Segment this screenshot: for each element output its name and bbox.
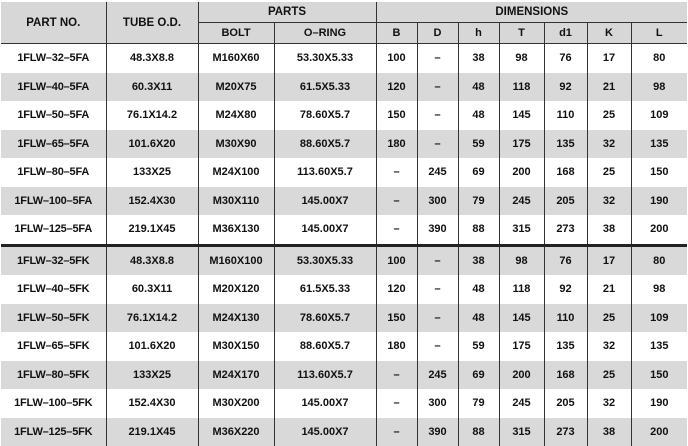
cell-part-no: 1FLW–125–5FA [1,215,106,245]
cell-dim-k: 21 [587,73,631,102]
header-row-groups [1,2,687,23]
cell-tube-od: 76.1X14.2 [106,101,198,130]
header-tube-od: TUBE O.D. [106,2,198,44]
cell-part-no: 1FLW–80–5FA [1,158,106,187]
cell-dim-b: 180 [376,130,417,159]
cell-dim-d1: 273 [544,215,587,245]
cell-dim-h: 59 [458,332,499,361]
header-parts: PARTS [198,2,376,23]
cell-tube-od: 60.3X11 [106,73,198,102]
cell-dim-t: 98 [499,44,544,73]
cell-tube-od: 48.3X8.8 [106,44,198,73]
cell-dim-d1: 135 [544,332,587,361]
cell-dim-d1: 110 [544,101,587,130]
table-body [1,44,687,446]
cell-dim-b: – [376,418,417,446]
cell-o-ring: 88.60X5.7 [274,130,376,159]
cell-dim-k: 38 [587,215,631,245]
cell-part-no: 1FLW–100–5FA [1,187,106,216]
cell-dim-d: – [417,44,458,73]
cell-bolt: M24X100 [198,158,274,187]
header-dim-l: L [631,23,687,44]
cell-dim-b: – [376,389,417,418]
cell-part-no: 1FLW–40–5FA [1,73,106,102]
cell-part-no: 1FLW–65–5FK [1,332,106,361]
cell-bolt: M24X130 [198,304,274,333]
cell-o-ring: 145.00X7 [274,187,376,216]
table-row [1,187,687,216]
table-row [1,389,687,418]
cell-dim-b: 120 [376,73,417,102]
cell-dim-k: 21 [587,275,631,304]
cell-dim-d: – [417,275,458,304]
cell-dim-d: 245 [417,158,458,187]
cell-dim-l: 98 [631,275,687,304]
header-dim-d1: d1 [544,23,587,44]
cell-dim-h: 88 [458,215,499,245]
cell-part-no: 1FLW–50–5FK [1,304,106,333]
table-row [1,130,687,159]
cell-dim-d: 300 [417,187,458,216]
cell-dim-l: 80 [631,44,687,73]
cell-dim-d1: 110 [544,304,587,333]
cell-dim-d: – [417,332,458,361]
cell-dim-l: 109 [631,101,687,130]
header-dimensions: DIMENSIONS [376,2,687,23]
cell-o-ring: 113.60X5.7 [274,158,376,187]
header-dim-d: D [417,23,458,44]
cell-tube-od: 152.4X30 [106,187,198,216]
cell-bolt: M160X60 [198,44,274,73]
header-dim-b: B [376,23,417,44]
cell-o-ring: 78.60X5.7 [274,101,376,130]
cell-o-ring: 53.30X5.33 [274,44,376,73]
cell-part-no: 1FLW–80–5FK [1,361,106,390]
cell-dim-t: 175 [499,130,544,159]
table-row [1,101,687,130]
cell-dim-d: 390 [417,418,458,446]
cell-dim-d1: 168 [544,158,587,187]
cell-dim-t: 175 [499,332,544,361]
cell-dim-b: 100 [376,245,417,275]
cell-tube-od: 76.1X14.2 [106,304,198,333]
cell-tube-od: 219.1X45 [106,418,198,446]
cell-dim-d1: 135 [544,130,587,159]
cell-dim-d: 245 [417,361,458,390]
cell-part-no: 1FLW–32–5FA [1,44,106,73]
cell-dim-b: 120 [376,275,417,304]
cell-dim-t: 145 [499,304,544,333]
cell-o-ring: 53.30X5.33 [274,245,376,275]
cell-dim-d1: 273 [544,418,587,446]
cell-tube-od: 48.3X8.8 [106,245,198,275]
table-row [1,245,687,275]
cell-part-no: 1FLW–40–5FK [1,275,106,304]
cell-part-no: 1FLW–32–5FK [1,245,106,275]
cell-o-ring: 145.00X7 [274,215,376,245]
cell-dim-b: – [376,361,417,390]
cell-bolt: M30X200 [198,389,274,418]
cell-dim-l: 150 [631,361,687,390]
cell-dim-b: – [376,215,417,245]
cell-dim-k: 32 [587,389,631,418]
cell-dim-d: 300 [417,389,458,418]
cell-dim-l: 190 [631,187,687,216]
cell-dim-d1: 92 [544,275,587,304]
table-row [1,361,687,390]
cell-part-no: 1FLW–100–5FK [1,389,106,418]
cell-dim-t: 245 [499,389,544,418]
cell-dim-d1: 205 [544,187,587,216]
cell-bolt: M24X80 [198,101,274,130]
cell-dim-l: 80 [631,245,687,275]
cell-dim-t: 245 [499,187,544,216]
cell-tube-od: 133X25 [106,361,198,390]
cell-dim-l: 150 [631,158,687,187]
header-dim-k: K [587,23,631,44]
header-dim-t: T [499,23,544,44]
cell-dim-k: 17 [587,44,631,73]
cell-dim-h: 69 [458,361,499,390]
cell-dim-l: 135 [631,130,687,159]
cell-bolt: M160X100 [198,245,274,275]
cell-dim-b: – [376,187,417,216]
cell-dim-l: 98 [631,73,687,102]
cell-part-no: 1FLW–50–5FA [1,101,106,130]
cell-o-ring: 113.60X5.7 [274,361,376,390]
cell-dim-b: 180 [376,332,417,361]
cell-bolt: M30X90 [198,130,274,159]
cell-dim-h: 88 [458,418,499,446]
cell-dim-t: 118 [499,275,544,304]
cell-dim-h: 79 [458,187,499,216]
cell-dim-h: 79 [458,389,499,418]
cell-dim-l: 200 [631,215,687,245]
cell-bolt: M24X170 [198,361,274,390]
cell-dim-b: 150 [376,101,417,130]
cell-bolt: M20X75 [198,73,274,102]
table-row [1,73,687,102]
table-row [1,304,687,333]
cell-dim-b: 100 [376,44,417,73]
cell-dim-t: 98 [499,245,544,275]
cell-dim-k: 32 [587,332,631,361]
cell-dim-h: 48 [458,101,499,130]
cell-bolt: M36X220 [198,418,274,446]
table-row [1,158,687,187]
header-o-ring: O–RING [274,23,376,44]
cell-tube-od: 219.1X45 [106,215,198,245]
cell-dim-l: 109 [631,304,687,333]
cell-dim-k: 32 [587,130,631,159]
cell-dim-d1: 92 [544,73,587,102]
cell-tube-od: 133X25 [106,158,198,187]
cell-o-ring: 61.5X5.33 [274,275,376,304]
cell-dim-l: 135 [631,332,687,361]
cell-dim-d1: 76 [544,44,587,73]
cell-dim-d1: 168 [544,361,587,390]
spec-table [1,2,687,446]
header-part-no: PART NO. [1,2,106,44]
cell-dim-k: 17 [587,245,631,275]
cell-dim-t: 145 [499,101,544,130]
cell-bolt: M20X120 [198,275,274,304]
cell-dim-k: 32 [587,187,631,216]
cell-bolt: M30X110 [198,187,274,216]
cell-dim-h: 48 [458,275,499,304]
cell-dim-d: – [417,304,458,333]
cell-dim-d1: 76 [544,245,587,275]
cell-dim-t: 315 [499,215,544,245]
cell-o-ring: 61.5X5.33 [274,73,376,102]
cell-dim-k: 25 [587,304,631,333]
cell-tube-od: 60.3X11 [106,275,198,304]
cell-tube-od: 101.6X20 [106,130,198,159]
cell-part-no: 1FLW–65–5FA [1,130,106,159]
cell-o-ring: 88.60X5.7 [274,332,376,361]
cell-o-ring: 78.60X5.7 [274,304,376,333]
table-row [1,44,687,73]
cell-dim-d: – [417,101,458,130]
cell-o-ring: 145.00X7 [274,389,376,418]
cell-dim-d: – [417,245,458,275]
cell-bolt: M30X150 [198,332,274,361]
cell-dim-h: 48 [458,73,499,102]
header-dim-h: h [458,23,499,44]
cell-dim-k: 25 [587,361,631,390]
table-row [1,215,687,245]
cell-dim-b: – [376,158,417,187]
cell-dim-k: 25 [587,101,631,130]
cell-dim-h: 48 [458,304,499,333]
cell-tube-od: 152.4X30 [106,389,198,418]
cell-o-ring: 145.00X7 [274,418,376,446]
cell-dim-k: 38 [587,418,631,446]
cell-dim-t: 118 [499,73,544,102]
cell-dim-h: 59 [458,130,499,159]
cell-bolt: M36X130 [198,215,274,245]
cell-dim-t: 200 [499,361,544,390]
cell-dim-l: 190 [631,389,687,418]
cell-tube-od: 101.6X20 [106,332,198,361]
cell-dim-d: 390 [417,215,458,245]
cell-dim-h: 38 [458,245,499,275]
table-row [1,332,687,361]
table-row [1,275,687,304]
cell-dim-d: – [417,130,458,159]
cell-dim-k: 25 [587,158,631,187]
cell-dim-t: 315 [499,418,544,446]
cell-dim-b: 150 [376,304,417,333]
cell-part-no: 1FLW–125–5FK [1,418,106,446]
cell-dim-d: – [417,73,458,102]
cell-dim-l: 200 [631,418,687,446]
cell-dim-h: 38 [458,44,499,73]
header-bolt: BOLT [198,23,274,44]
cell-dim-d1: 205 [544,389,587,418]
cell-dim-h: 69 [458,158,499,187]
cell-dim-t: 200 [499,158,544,187]
